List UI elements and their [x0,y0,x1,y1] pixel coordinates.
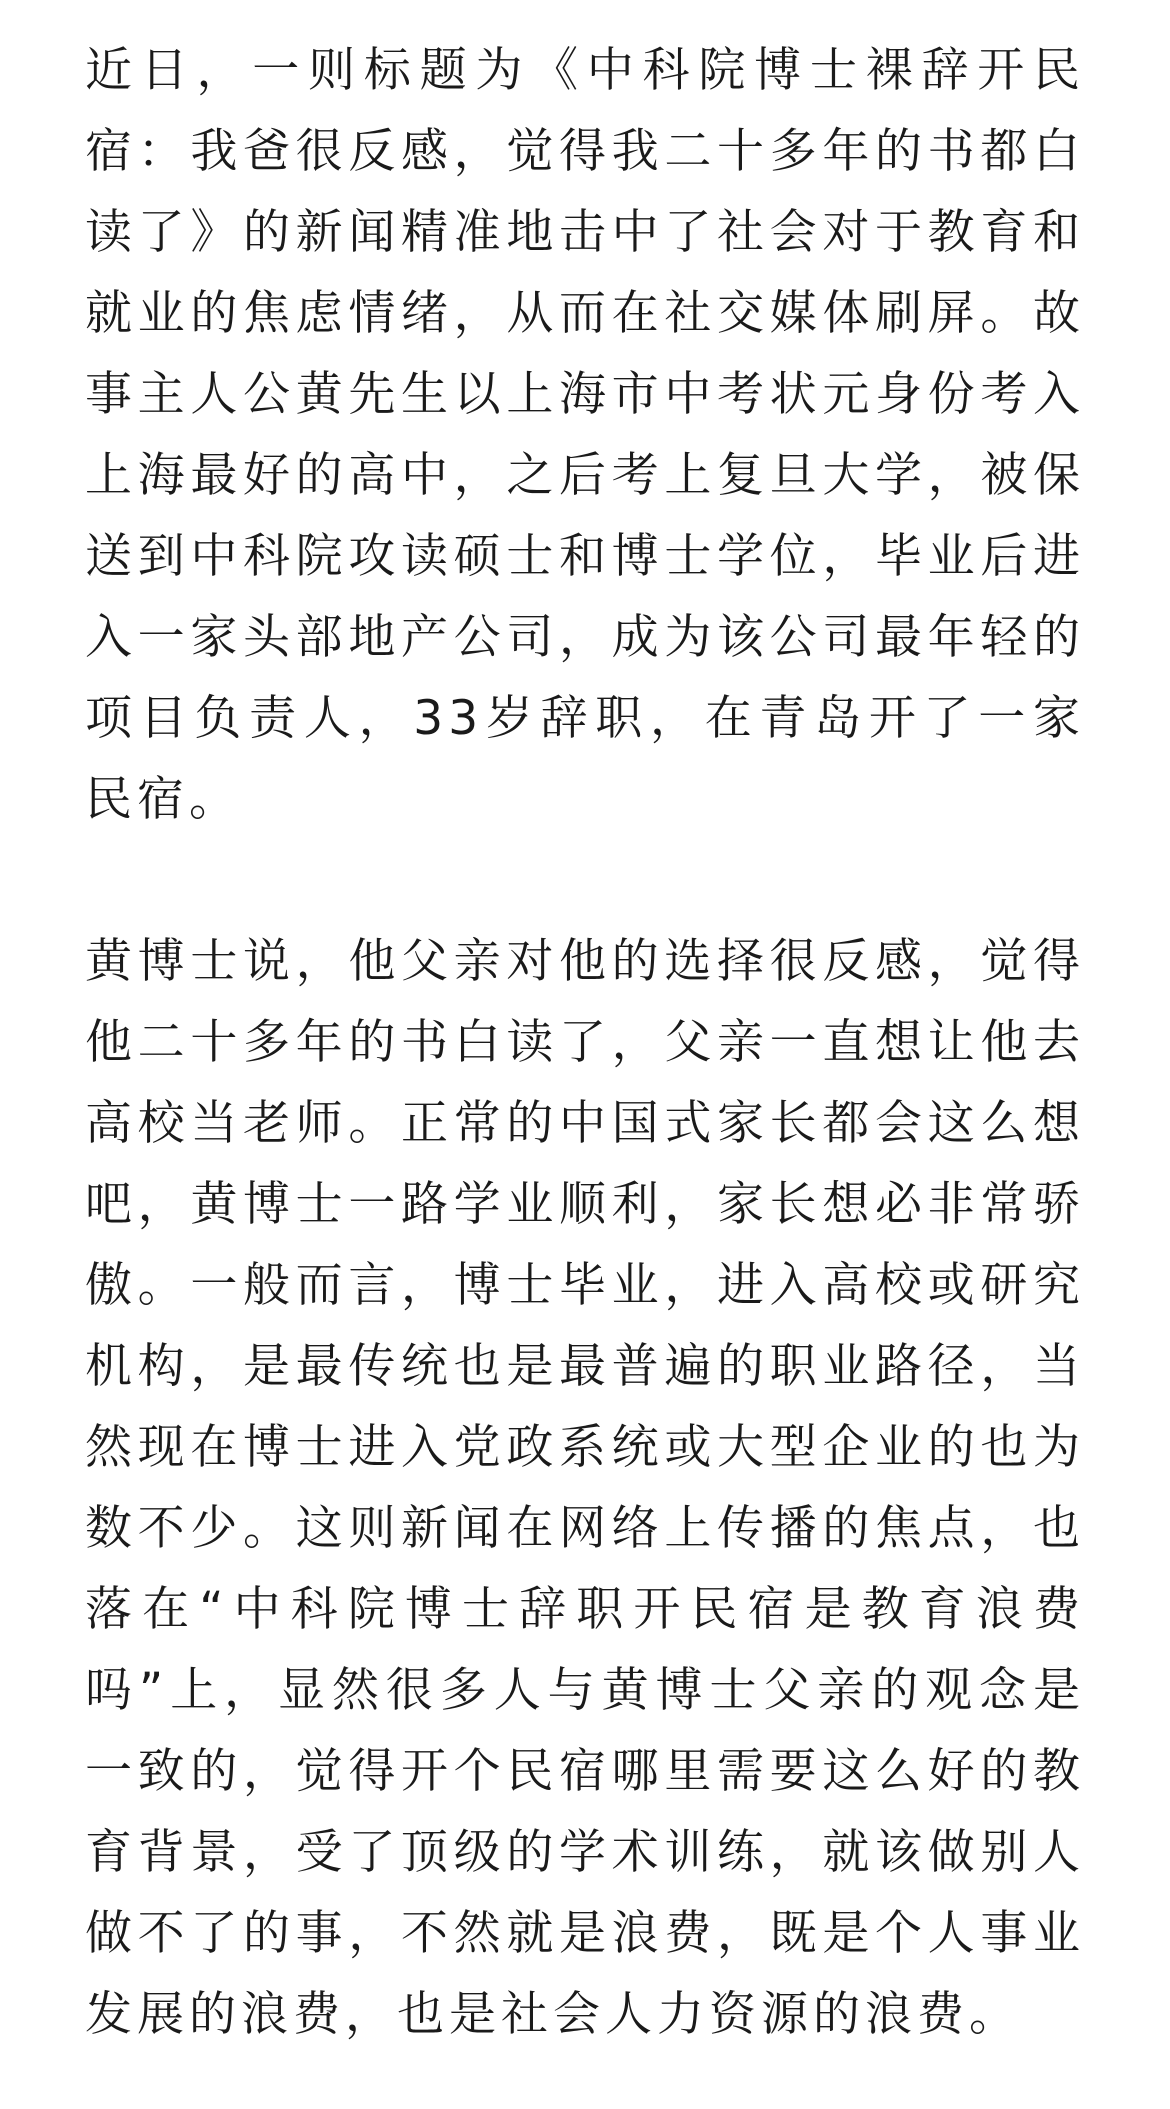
article-paragraph-1: 近日，一则标题为《中科院博士裸辞开民宿：我爸很反感，觉得我二十多年的书都白读了》的新闻精准地击中了社会对于教育和就业的焦虑情绪，从而在社交媒体刷屏。故事主人公黄先生以上海市中考状元身份考入上海最好的高中，之后考上复旦大学，被保送到中科院攻读硕士和博士学位，毕业后进入一家头部地产公司，成为该公司最年轻的项目负责人，33岁辞职，在青岛开了一家民宿。 [85,43,1085,827]
article-body [85,30,1085,2055]
article-paragraph-2: 黄博士说，他父亲对他的选择很反感，觉得他二十多年的书白读了，父亲一直想让他去高校当老师。正常的中国式家长都会这么想吧，黄博士一路学业顺利，家长想必非常骄傲。一般而言，博士毕业，进入高校或研究机构，是最传统也是最普遍的职业路径，当然现在博士进入党政系统或大型企业的也为数不少。这则新闻在网络上传播的焦点，也落在“中科院博士辞职开民宿是教育浪费吗”上，显然很多人与黄博士父亲的观念是一致的，觉得开个民宿哪里需要这么好的教育背景，受了顶级的学术训练，就该做别人做不了的事，不然就是浪费，既是个人事业发展的浪费，也是社会人力资源的浪费。 [85,934,1085,2042]
